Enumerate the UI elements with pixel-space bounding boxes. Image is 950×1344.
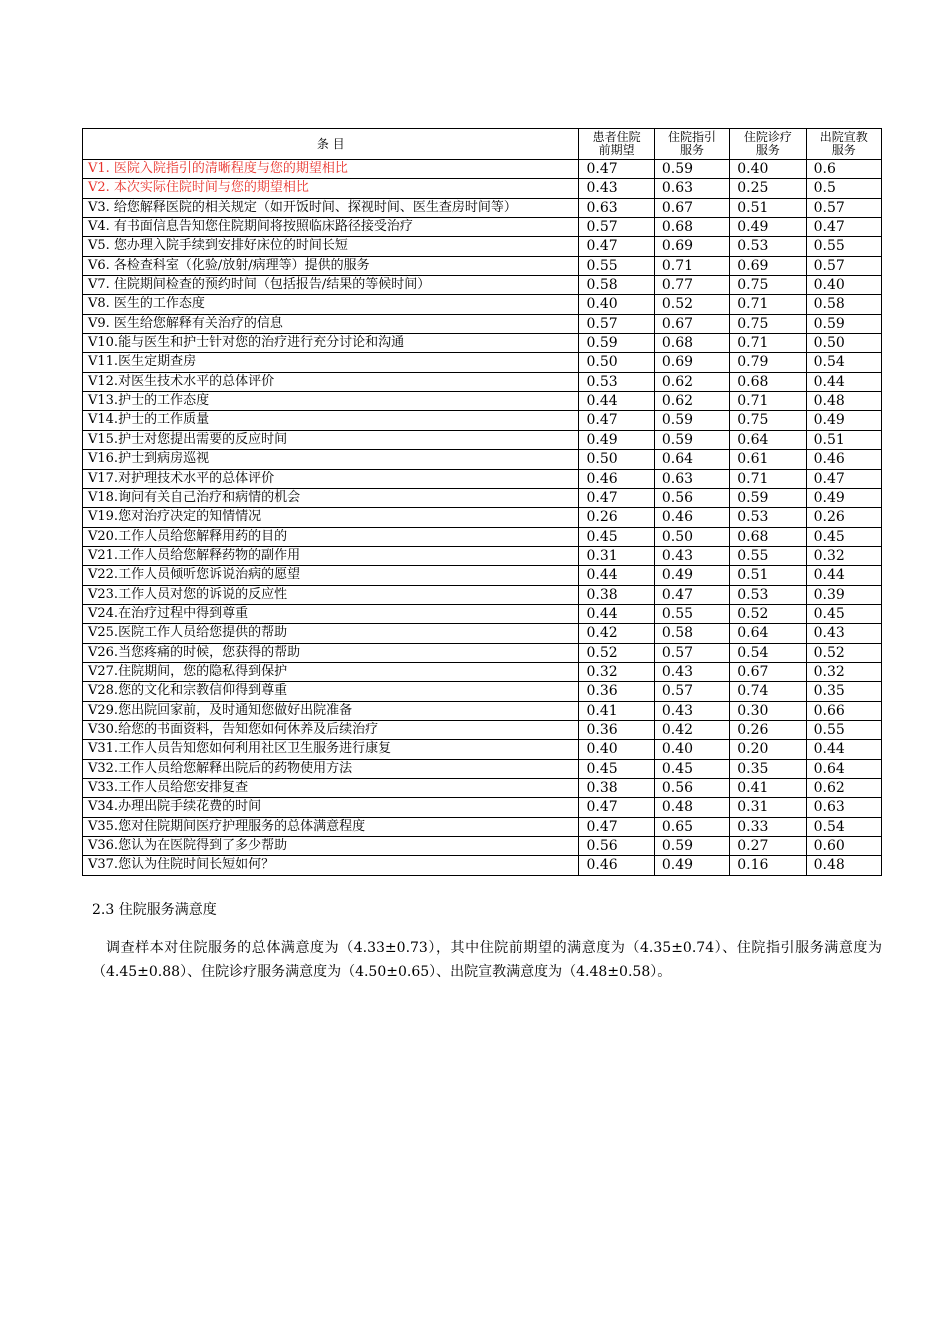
- item-label: V7. 住院期间检查的预约时间（包括报告/结果的等候时间）: [83, 276, 579, 295]
- value-cell: 0.59: [654, 430, 729, 449]
- item-label: V19.您对治疗决定的知情情况: [83, 508, 579, 527]
- item-label: V8. 医生的工作态度: [83, 295, 579, 314]
- value-cell: 0.61: [730, 450, 806, 469]
- value-cell: 0.35: [806, 682, 881, 701]
- value-cell: 0.47: [579, 411, 654, 430]
- header-line: 出院宣教: [819, 130, 868, 144]
- value-cell: 0.41: [579, 701, 654, 720]
- value-cell: 0.63: [654, 469, 729, 488]
- item-label: V1. 医院入院指引的清晰程度与您的期望相比: [83, 160, 579, 179]
- value-cell: 0.48: [654, 798, 729, 817]
- factor-loading-table: [82, 128, 882, 876]
- value-cell: 0.53: [579, 372, 654, 391]
- value-cell: 0.49: [654, 566, 729, 585]
- value-cell: 0.45: [579, 759, 654, 778]
- value-cell: 0.44: [579, 604, 654, 623]
- table-row: [83, 334, 882, 353]
- value-cell: 0.60: [806, 837, 881, 856]
- item-label: V37.您认为住院时间长短如何？: [83, 856, 579, 875]
- value-cell: 0.30: [730, 701, 806, 720]
- value-cell: 0.59: [579, 334, 654, 353]
- item-label: V29.您出院回家前，及时通知您做好出院准备: [83, 701, 579, 720]
- value-cell: 0.26: [730, 720, 806, 739]
- value-cell: 0.47: [579, 798, 654, 817]
- value-cell: 0.53: [730, 585, 806, 604]
- value-cell: 0.56: [654, 779, 729, 798]
- table-row: [83, 779, 882, 798]
- value-cell: 0.45: [806, 527, 881, 546]
- value-cell: 0.32: [579, 662, 654, 681]
- value-cell: 0.35: [730, 759, 806, 778]
- item-label: V9. 医生给您解释有关治疗的信息: [83, 314, 579, 333]
- header-line: 患者住院: [592, 130, 641, 144]
- table-row: [83, 817, 882, 836]
- value-cell: 0.62: [806, 779, 881, 798]
- item-label: V36.您认为在医院得到了多少帮助: [83, 837, 579, 856]
- value-cell: 0.59: [654, 837, 729, 856]
- value-cell: 0.57: [806, 256, 881, 275]
- value-cell: 0.41: [730, 779, 806, 798]
- value-cell: 0.52: [654, 295, 729, 314]
- value-cell: 0.49: [654, 856, 729, 875]
- table-row: [83, 585, 882, 604]
- item-label: V13.护士的工作态度: [83, 392, 579, 411]
- value-cell: 0.58: [579, 276, 654, 295]
- value-cell: 0.40: [579, 740, 654, 759]
- value-cell: 0.71: [730, 392, 806, 411]
- value-cell: 0.38: [579, 585, 654, 604]
- table-row: [83, 643, 882, 662]
- value-cell: 0.71: [730, 334, 806, 353]
- value-cell: 0.67: [730, 662, 806, 681]
- value-cell: 0.67: [654, 198, 729, 217]
- value-cell: 0.25: [730, 179, 806, 198]
- table-row: [83, 372, 882, 391]
- item-label: V24.在治疗过程中得到尊重: [83, 604, 579, 623]
- header-line: 服务: [680, 143, 705, 157]
- value-cell: 0.32: [806, 546, 881, 565]
- table-row: [83, 411, 882, 430]
- value-cell: 0.46: [579, 856, 654, 875]
- value-cell: 0.49: [579, 430, 654, 449]
- value-cell: 0.57: [579, 314, 654, 333]
- value-cell: 0.68: [654, 218, 729, 237]
- value-cell: 0.44: [579, 566, 654, 585]
- value-cell: 0.47: [579, 237, 654, 256]
- item-label: V6. 各检查科室（化验/放射/病理等）提供的服务: [83, 256, 579, 275]
- value-cell: 0.56: [654, 488, 729, 507]
- value-cell: 0.63: [579, 198, 654, 217]
- value-cell: 0.75: [730, 411, 806, 430]
- value-cell: 0.43: [654, 701, 729, 720]
- value-cell: 0.64: [730, 430, 806, 449]
- header-line: 服务: [755, 143, 780, 157]
- value-cell: 0.44: [806, 740, 881, 759]
- value-cell: 0.71: [730, 469, 806, 488]
- table-row: [83, 256, 882, 275]
- value-cell: 0.20: [730, 740, 806, 759]
- value-cell: 0.57: [806, 198, 881, 217]
- item-label: V20.工作人员给您解释用药的目的: [83, 527, 579, 546]
- value-cell: 0.55: [730, 546, 806, 565]
- value-cell: 0.79: [730, 353, 806, 372]
- value-cell: 0.56: [579, 837, 654, 856]
- table-row: [83, 314, 882, 333]
- value-cell: 0.66: [806, 701, 881, 720]
- value-cell: 0.43: [579, 179, 654, 198]
- value-cell: 0.38: [579, 779, 654, 798]
- table-row: [83, 450, 882, 469]
- value-cell: 0.68: [730, 527, 806, 546]
- value-cell: 0.55: [579, 256, 654, 275]
- table-row: [83, 546, 882, 565]
- value-cell: 0.50: [654, 527, 729, 546]
- item-label: V4. 有书面信息告知您住院期间将按照临床路径接受治疗: [83, 218, 579, 237]
- value-cell: 0.44: [579, 392, 654, 411]
- table-row: [83, 488, 882, 507]
- value-cell: 0.47: [579, 817, 654, 836]
- value-cell: 0.50: [579, 353, 654, 372]
- value-cell: 0.36: [579, 682, 654, 701]
- item-label: V30.给您的书面资料，告知您如何休养及后续治疗: [83, 720, 579, 739]
- value-cell: 0.57: [579, 218, 654, 237]
- item-label: V31.工作人员告知您如何利用社区卫生服务进行康复: [83, 740, 579, 759]
- value-cell: 0.54: [730, 643, 806, 662]
- table-row: [83, 430, 882, 449]
- table-body: [83, 160, 882, 876]
- table-row: [83, 624, 882, 643]
- header-line: 住院指引: [668, 130, 717, 144]
- value-cell: 0.53: [730, 508, 806, 527]
- table-row: [83, 295, 882, 314]
- table-row: [83, 527, 882, 546]
- table-row: [83, 160, 882, 179]
- value-cell: 0.55: [806, 720, 881, 739]
- value-cell: 0.75: [730, 276, 806, 295]
- table-row: [83, 469, 882, 488]
- table-row: [83, 218, 882, 237]
- value-cell: 0.47: [654, 585, 729, 604]
- table-row: [83, 508, 882, 527]
- value-cell: 0.52: [730, 604, 806, 623]
- value-cell: 0.6: [806, 160, 881, 179]
- value-cell: 0.52: [806, 643, 881, 662]
- header-line: 服务: [831, 143, 856, 157]
- item-label: V32.工作人员给您解释出院后的药物使用方法: [83, 759, 579, 778]
- value-cell: 0.51: [806, 430, 881, 449]
- value-cell: 0.48: [806, 856, 881, 875]
- section-heading: 2.3 住院服务满意度: [92, 902, 217, 918]
- value-cell: 0.43: [654, 546, 729, 565]
- value-cell: 0.47: [806, 469, 881, 488]
- table-row: [83, 837, 882, 856]
- table-row: [83, 720, 882, 739]
- item-label: V17.对护理技术水平的总体评价: [83, 469, 579, 488]
- value-cell: 0.40: [806, 276, 881, 295]
- value-cell: 0.50: [806, 334, 881, 353]
- item-label: V2. 本次实际住院时间与您的期望相比: [83, 179, 579, 198]
- value-cell: 0.45: [579, 527, 654, 546]
- value-cell: 0.57: [654, 682, 729, 701]
- item-label: V14.护士的工作质量: [83, 411, 579, 430]
- item-label: V12.对医生技术水平的总体评价: [83, 372, 579, 391]
- value-cell: 0.47: [579, 488, 654, 507]
- table-row: [83, 798, 882, 817]
- value-cell: 0.77: [654, 276, 729, 295]
- item-label: V3. 给您解释医院的相关规定（如开饭时间、探视时间、医生查房时间等）: [83, 198, 579, 217]
- value-cell: 0.50: [579, 450, 654, 469]
- value-cell: 0.49: [730, 218, 806, 237]
- value-cell: 0.58: [806, 295, 881, 314]
- item-label: V10.能与医生和护士针对您的治疗进行充分讨论和沟通: [83, 334, 579, 353]
- value-cell: 0.26: [579, 508, 654, 527]
- item-label: V15.护士对您提出需要的反应时间: [83, 430, 579, 449]
- value-cell: 0.51: [730, 566, 806, 585]
- value-cell: 0.58: [654, 624, 729, 643]
- item-label: V11.医生定期查房: [83, 353, 579, 372]
- table-row: [83, 856, 882, 875]
- table-row: [83, 604, 882, 623]
- table-row: [83, 566, 882, 585]
- value-cell: 0.43: [654, 662, 729, 681]
- value-cell: 0.54: [806, 817, 881, 836]
- value-cell: 0.67: [654, 314, 729, 333]
- value-cell: 0.54: [806, 353, 881, 372]
- value-cell: 0.74: [730, 682, 806, 701]
- value-cell: 0.62: [654, 372, 729, 391]
- value-cell: 0.39: [806, 585, 881, 604]
- header-item: 条 目: [83, 129, 579, 160]
- value-cell: 0.31: [579, 546, 654, 565]
- value-cell: 0.64: [654, 450, 729, 469]
- item-label: V26.当您疼痛的时候，您获得的帮助: [83, 643, 579, 662]
- item-label: V27.住院期间，您的隐私得到保护: [83, 662, 579, 681]
- value-cell: 0.46: [806, 450, 881, 469]
- value-cell: 0.43: [806, 624, 881, 643]
- value-cell: 0.36: [579, 720, 654, 739]
- value-cell: 0.68: [730, 372, 806, 391]
- value-cell: 0.46: [579, 469, 654, 488]
- value-cell: 0.71: [654, 256, 729, 275]
- value-cell: 0.51: [730, 198, 806, 217]
- value-cell: 0.69: [654, 237, 729, 256]
- header-discharge-education-service: [806, 129, 881, 160]
- value-cell: 0.40: [579, 295, 654, 314]
- value-cell: 0.62: [654, 392, 729, 411]
- item-label: V28.您的文化和宗教信仰得到尊重: [83, 682, 579, 701]
- value-cell: 0.59: [730, 488, 806, 507]
- value-cell: 0.59: [806, 314, 881, 333]
- item-label: V34.办理出院手续花费的时间: [83, 798, 579, 817]
- value-cell: 0.27: [730, 837, 806, 856]
- table-row: [83, 682, 882, 701]
- value-cell: 0.46: [654, 508, 729, 527]
- summary-paragraph: 调查样本对住院服务的总体满意度为（4.33±0.73），其中住院前期望的满意度为（4.35±0.74）、住院指引服务满意度为（4.45±0.88）、住院诊疗服务满意度为（4.50±0.65）、出院宣教满意度为（4.48±0.58）。: [92, 940, 882, 980]
- value-cell: 0.40: [654, 740, 729, 759]
- item-label: V25.医院工作人员给您提供的帮助: [83, 624, 579, 643]
- value-cell: 0.59: [654, 160, 729, 179]
- value-cell: 0.45: [654, 759, 729, 778]
- value-cell: 0.65: [654, 817, 729, 836]
- value-cell: 0.68: [654, 334, 729, 353]
- value-cell: 0.32: [806, 662, 881, 681]
- header-pre-admission-expectation: [579, 129, 654, 160]
- item-label: V23.工作人员对您的诉说的反应性: [83, 585, 579, 604]
- value-cell: 0.42: [579, 624, 654, 643]
- value-cell: 0.31: [730, 798, 806, 817]
- item-label: V5. 您办理入院手续到安排好床位的时间长短: [83, 237, 579, 256]
- header-line: 住院诊疗: [743, 130, 792, 144]
- value-cell: 0.5: [806, 179, 881, 198]
- value-cell: 0.52: [579, 643, 654, 662]
- value-cell: 0.40: [730, 160, 806, 179]
- table-row: [83, 198, 882, 217]
- value-cell: 0.49: [806, 411, 881, 430]
- item-label: V35.您对住院期间医疗护理服务的总体满意程度: [83, 817, 579, 836]
- value-cell: 0.47: [579, 160, 654, 179]
- value-cell: 0.55: [806, 237, 881, 256]
- value-cell: 0.69: [730, 256, 806, 275]
- header-inpatient-treatment-service: [730, 129, 806, 160]
- table-header-row: [83, 129, 882, 160]
- value-cell: 0.48: [806, 392, 881, 411]
- value-cell: 0.16: [730, 856, 806, 875]
- value-cell: 0.75: [730, 314, 806, 333]
- table-row: [83, 759, 882, 778]
- value-cell: 0.63: [654, 179, 729, 198]
- value-cell: 0.59: [654, 411, 729, 430]
- value-cell: 0.26: [806, 508, 881, 527]
- value-cell: 0.45: [806, 604, 881, 623]
- header-line: 前期望: [598, 143, 635, 157]
- table-row: [83, 740, 882, 759]
- item-label: V21.工作人员给您解释药物的副作用: [83, 546, 579, 565]
- value-cell: 0.69: [654, 353, 729, 372]
- table-row: [83, 392, 882, 411]
- value-cell: 0.33: [730, 817, 806, 836]
- value-cell: 0.55: [654, 604, 729, 623]
- header-admission-guidance-service: [654, 129, 729, 160]
- item-label: V33.工作人员给您安排复查: [83, 779, 579, 798]
- value-cell: 0.53: [730, 237, 806, 256]
- table-row: [83, 179, 882, 198]
- item-label: V22.工作人员倾听您诉说治病的愿望: [83, 566, 579, 585]
- table-row: [83, 353, 882, 372]
- value-cell: 0.47: [806, 218, 881, 237]
- value-cell: 0.44: [806, 372, 881, 391]
- value-cell: 0.42: [654, 720, 729, 739]
- item-label: V16.护士到病房巡视: [83, 450, 579, 469]
- table-row: [83, 701, 882, 720]
- value-cell: 0.44: [806, 566, 881, 585]
- item-label: V18.询问有关自己治疗和病情的机会: [83, 488, 579, 507]
- table-row: [83, 276, 882, 295]
- table-row: [83, 237, 882, 256]
- value-cell: 0.49: [806, 488, 881, 507]
- value-cell: 0.64: [806, 759, 881, 778]
- value-cell: 0.63: [806, 798, 881, 817]
- value-cell: 0.64: [730, 624, 806, 643]
- value-cell: 0.71: [730, 295, 806, 314]
- table-row: [83, 662, 882, 681]
- value-cell: 0.57: [654, 643, 729, 662]
